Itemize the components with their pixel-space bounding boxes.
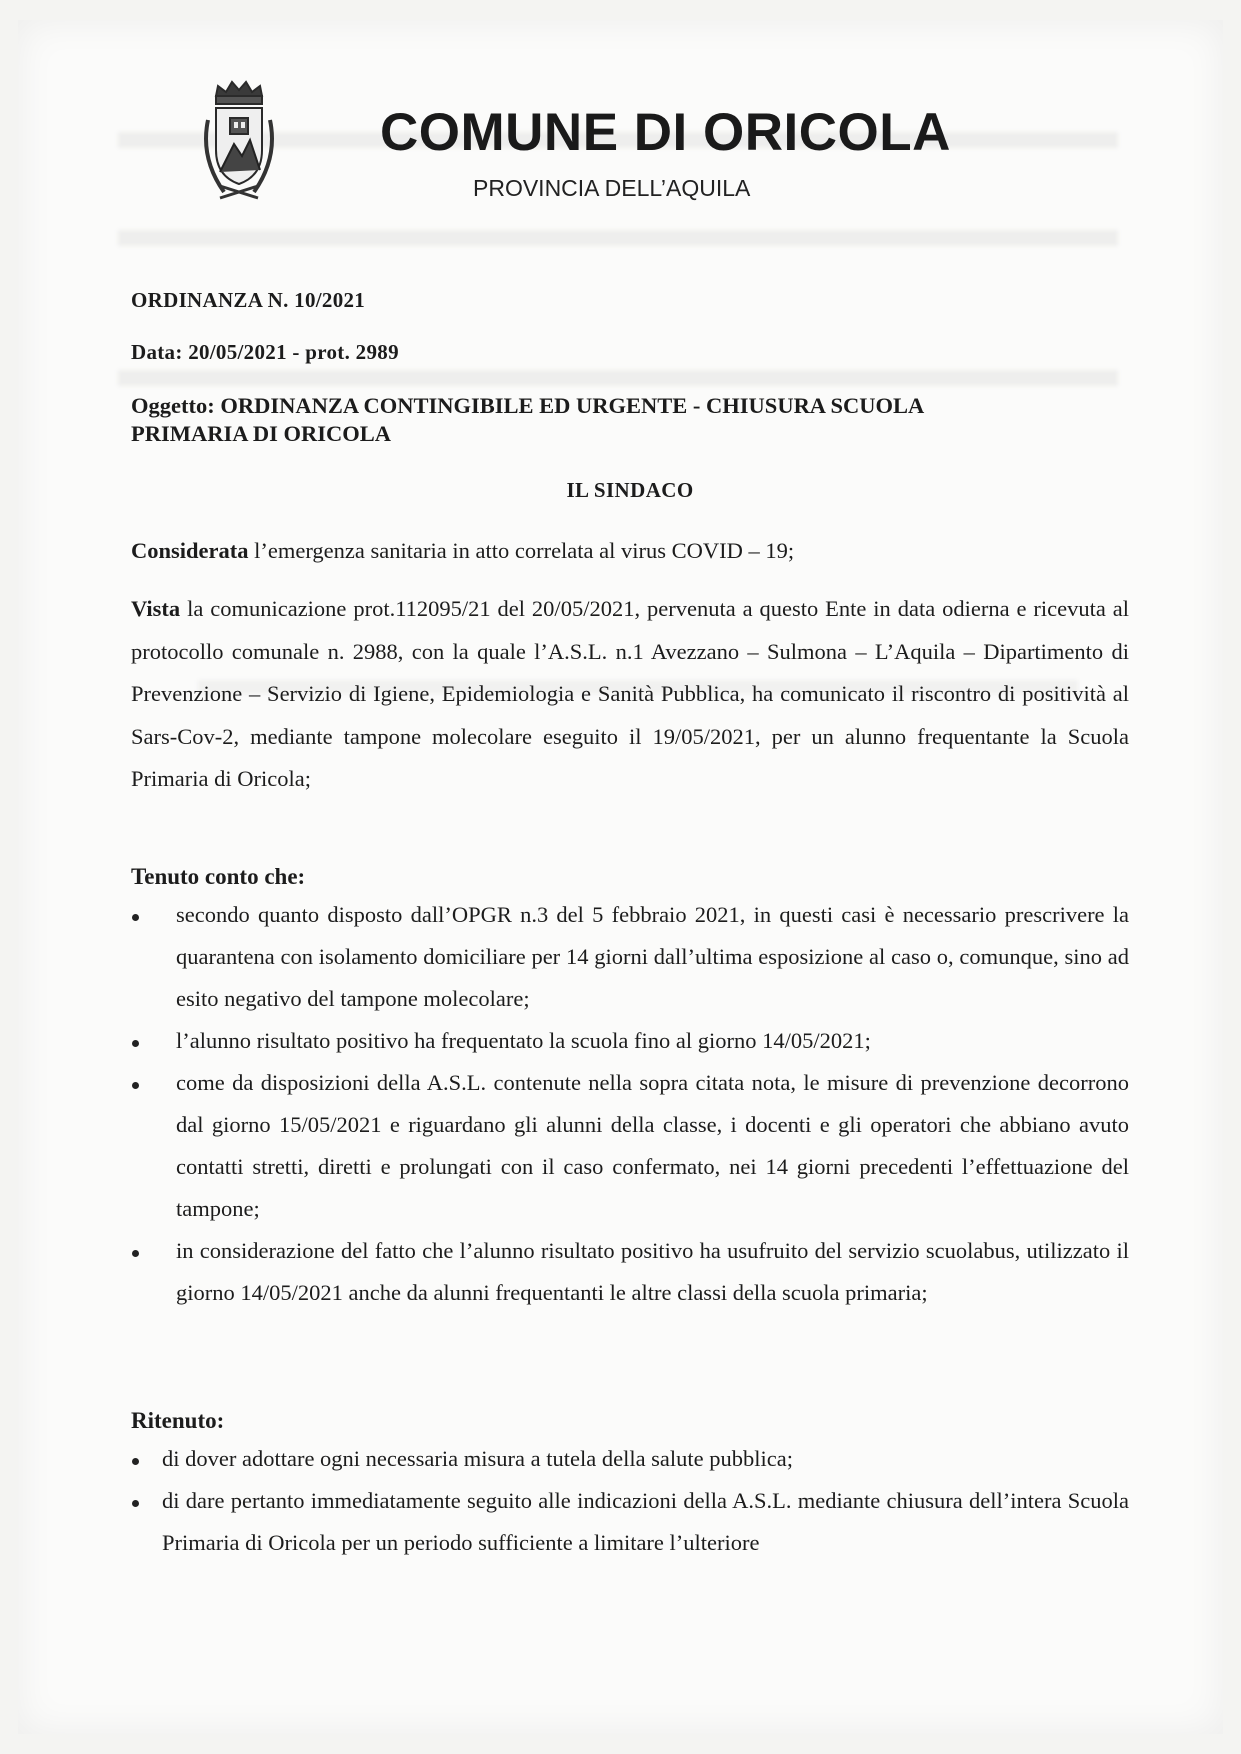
considerata-paragraph [131, 530, 1129, 573]
list-item-text: di dare pertanto immediatamente seguito alle indicazioni della A.S.L. mediante chiusura dell’intera Scuola Primaria di Oricola per un periodo sufficiente a limitare l’ulteriore [162, 1488, 1129, 1555]
bullet-icon [132, 914, 139, 921]
bullet-icon [132, 1458, 139, 1465]
list-item [131, 1438, 1129, 1480]
municipality-title: COMUNE DI ORICOLA [380, 103, 951, 162]
list-item-text: di dover adottare ogni necessaria misura a tutela della salute pubblica; [162, 1446, 794, 1471]
province-subtitle: PROVINCIA DELL’AQUILA [473, 175, 751, 201]
paragraph-lead: Vista [131, 596, 181, 621]
ordinance-number: ORDINANZA N. 10/2021 [131, 288, 366, 312]
bullet-icon [132, 1040, 139, 1047]
bullet-icon [132, 1500, 139, 1507]
list-item-text: in considerazione del fatto che l’alunno risultato positivo ha usufruito del servizio scuolabus, utilizzato il giorno 14/05/2021 anche da alunni frequentanti le altre classi della scuola primaria; [176, 1238, 1129, 1305]
list-item-text: secondo quanto disposto dall’OPGR n.3 del 5 febbraio 2021, in questi casi è necessario prescrivere la quarantena con isolamento domiciliare per 14 giorni dall’ultima esposizione al caso o, comunque, sino ad esito negativo del tampone molecolare; [176, 902, 1129, 1011]
bleed-through [118, 230, 1118, 246]
vista-paragraph [131, 588, 1129, 801]
list-item [131, 894, 1129, 1020]
tenuto-list [131, 894, 1129, 1314]
subject-line: PRIMARIA DI ORICOLA [131, 421, 392, 446]
ordinance-subject [131, 392, 1129, 448]
paragraph-text: l’emergenza sanitaria in atto correlata al virus COVID – 19; [248, 538, 795, 563]
list-item [131, 1062, 1129, 1230]
issuing-authority: IL SINDACO [566, 478, 694, 502]
ritenuto-heading: Ritenuto: [131, 1408, 225, 1433]
document-page [18, 20, 1223, 1734]
subject-line: Oggetto: ORDINANZA CONTINGIBILE ED URGENTE - CHIUSURA SCUOLA [131, 393, 925, 418]
list-item [131, 1480, 1129, 1564]
municipal-crest-icon [194, 80, 284, 208]
list-item [131, 1230, 1129, 1314]
list-item-text: come da disposizioni della A.S.L. contenute nella sopra citata nota, le misure di prevenzione decorrono dal giorno 15/05/2021 e riguardano gli alunni della classe, i docenti e gli operatori che abbiano avuto contatti stretti, diretti e prolungati con il caso confermato, nei 14 giorni precedenti l’effettuazione del tampone; [176, 1070, 1129, 1221]
paragraph-lead: Considerata [131, 538, 249, 563]
bullet-icon [132, 1082, 139, 1089]
ritenuto-list [131, 1438, 1129, 1564]
bullet-icon [132, 1250, 139, 1257]
tenuto-heading: Tenuto conto che: [131, 864, 306, 889]
bleed-through [118, 370, 1118, 386]
paragraph-text: la comunicazione prot.112095/21 del 20/05/2021, pervenuta a questo Ente in data odierna e ricevuta al protocollo comunale n. 2988, con la quale l’A.S.L. n.1 Avezzano – Sulmona – L’Aquila – Dipartimento di Prevenzione – Servizio di Igiene, Epidemiologia e Sanità Pubblica, ha comunicato il riscontro di positività al Sars-Cov-2, mediante tampone molecolare eseguito il 19/05/2021, per un alunno frequentante la Scuola Primaria di Oricola; [131, 596, 1129, 791]
ordinance-date: Data: 20/05/2021 - prot. 2989 [131, 340, 399, 364]
list-item-text: l’alunno risultato positivo ha frequentato la scuola fino al giorno 14/05/2021; [176, 1028, 871, 1053]
list-item [131, 1020, 1129, 1062]
